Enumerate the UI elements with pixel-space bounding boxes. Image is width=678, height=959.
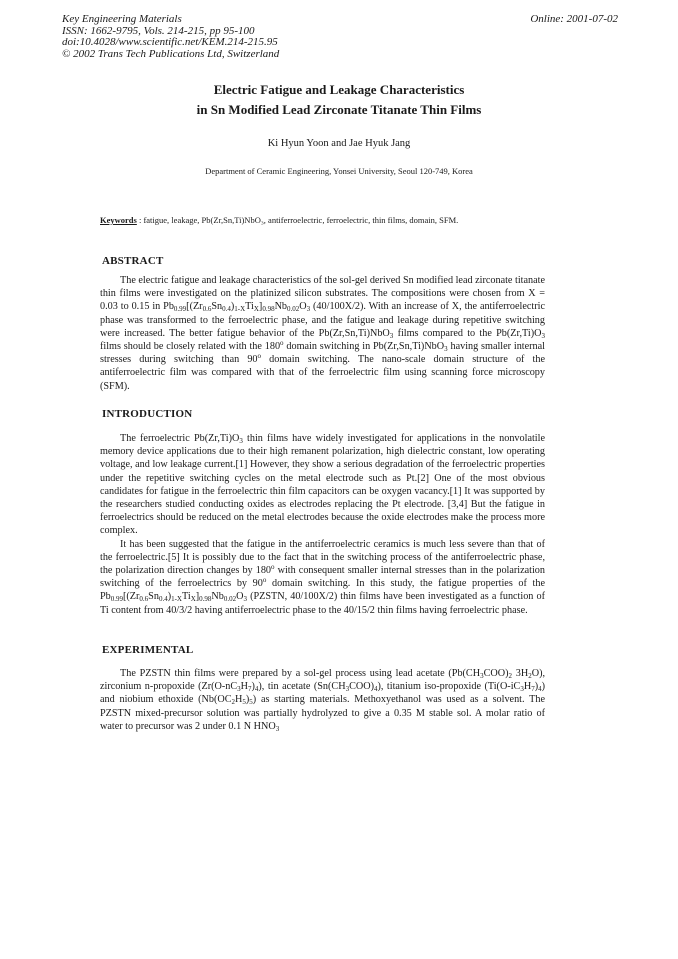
copyright-line: © 2002 Trans Tech Publications Ltd, Switzerland <box>62 47 280 60</box>
abstract-heading: ABSTRACT <box>102 255 164 267</box>
keywords-label: Keywords <box>100 215 137 225</box>
online-date: Online: 2001-07-02 <box>530 13 618 25</box>
journal-name: Key Engineering Materials <box>62 13 182 25</box>
abstract-body <box>100 274 545 393</box>
experimental-heading: EXPERIMENTAL <box>102 644 194 656</box>
experimental-body <box>100 667 545 733</box>
abstract-paragraph: The electric fatigue and leakage characteristics of the sol-gel derived Sn modified lead zirconate titanate thin films were investigated on the platinized silicon substrates. The compositions were chosen from X = 0.03 to 0.15 in $Pb_{0.99}[(Zr_{0.6}Sn_{0.4})_{1-X}Ti_X]_{0.98}Nb_{0.02}O_3$ (40/100X/2). With an increase of X, the antiferroelectric phase was transformed to the ferroelectric phase, and the fatigue and leakage during repetitive switching were increased. The better fatigue behavior of the Pb(Zr,Sn,Ti)NbO$_3$ films compared to the $Pb(Zr,Ti)O_3$ films should be closely related with the 180$^o$ domain switching in Pb(Zr,Sn,Ti)NbO$_3$ having smaller internal stresses during switching than 90$^o$ domain switching. The nano-scale domain structure of the antiferroelectric film was compared with that of the ferroelectric film using scanning force microscopy (SFM). <box>100 275 545 392</box>
paper-title-line-2: in Sn Modified Lead Zirconate Titanate Thin Films <box>196 102 482 117</box>
paper-title-line-1: Electric Fatigue and Leakage Characteristics <box>213 82 465 97</box>
keywords-list: : fatigue, leakage, Pb(Zr,Sn,Ti)NbO₃, antiferroelectric, ferroelectric, thin films, domain, SFM. <box>136 215 459 225</box>
introduction-paragraph-1: The ferroelectric $Pb(Zr,Ti)O_3$ thin films have widely investigated for applications in the nonvolatile memory device applications due to their high remanent polarization, high dielectric constant, low operating voltage, and low leakage current.[1] However, they show a serious degradation of the ferroelectric properties under the repetitive switching cycles on the metal electrode such as Pt.[2] One of the most obvious candidates for fatigue in the ferroelectric thin film capacitors can be oxygen vacancy.[1] It was supported by the researchers studied conducting oxides as electrodes replacing the Pt electrode. [3,4] But the fatigue in ferroelectrics should be reduced on the metal electrodes because the oxide electrodes make the process more complex. <box>100 433 545 537</box>
introduction-paragraph-2: It has been suggested that the fatigue in the antiferroelectric ceramics is much less severe than that of the ferroelectric.[5] It is possibly due to the fact that in the switching process of the antiferroelectric phase, the polarization direction changes by 180$^o$ with consequent smaller internal stresses than in the polarization switching of the ferroelectrics by 90$^o$ domain switching. In this study, the fatigue properties of the $Pb_{0.99}[(Zr_{0.6}Sn_{0.4})_{1-X}Ti_X]_{0.98}Nb_{0.02}O_3$ (PZSTN, 40/100X/2) thin films have been investigated as a function of Ti content from 40/3/2 having antiferroelectric phase to the 40/15/2 thin films having ferroelectric phase. <box>100 538 545 616</box>
keywords <box>100 215 600 225</box>
journal-header <box>62 14 618 60</box>
introduction-body <box>100 432 545 617</box>
authors: Ki Hyun Yoon and Jae Hyuk Jang <box>267 138 411 149</box>
introduction-heading: INTRODUCTION <box>102 408 193 420</box>
experimental-paragraph: The PZSTN thin films were prepared by a sol-gel process using lead acetate ($Pb(CH_3COO)_2$ $3H_2O$), zirconium n-propoxide $(Zr(O-nC_3H_7)_4)$, tin acetate $(Sn(CH_3COO)_4)$, titanium iso-propoxide $(Ti(O-iC_3H_7)_4)$ and niobium ethoxide $(Nb(OC_2H_5)_5)$ as starting materials. Methoxyethanol was used as a solvent. The PZSTN mixed-precursor solution was partially hydrolyzed to give a 0.35 M stable sol. A molar ratio of water to precursor was 2 under 0.1 N $HNO_3$ <box>100 668 546 733</box>
affiliation: Department of Ceramic Engineering, Yonsei University, Seoul 120-749, Korea <box>205 166 473 176</box>
issn-line: ISSN: 1662-9795, Vols. 214-215, pp 95-100 <box>62 24 255 37</box>
doi-line: doi:10.4028/www.scientific.net/KEM.214-215.95 <box>62 36 278 48</box>
